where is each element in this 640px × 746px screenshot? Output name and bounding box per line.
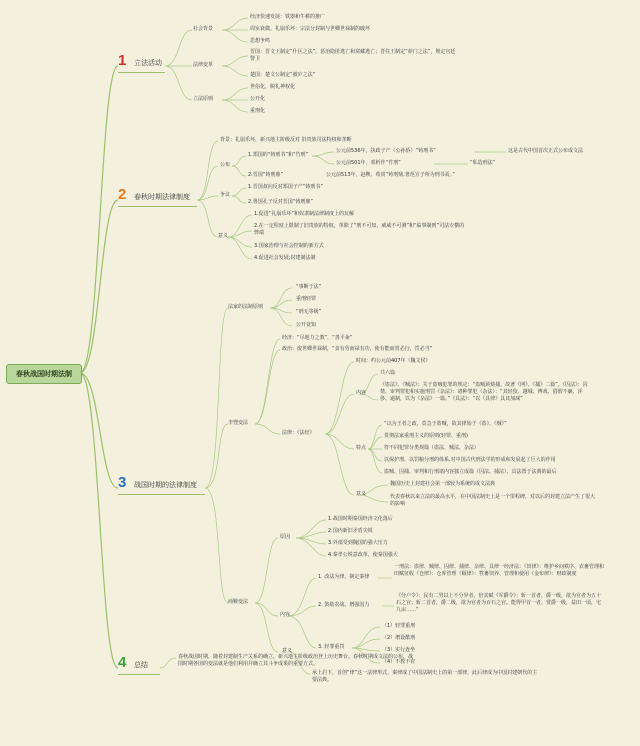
node-text: （1）轻罪重刑 bbox=[382, 623, 416, 629]
node-text: “以为王者之政，莫急于盗贼，故其律始于《盗》、《贼》” bbox=[384, 421, 507, 427]
node-text: 4.秦孝公锐意改革，使秦国强大 bbox=[328, 552, 398, 558]
node-text: 共六篇 bbox=[380, 370, 396, 376]
node-text: 公元前536年，执政子产（公孙侨）“铸刑书” bbox=[336, 148, 436, 154]
section-title: 战国时期的法律制度 bbox=[134, 481, 197, 489]
node-content[interactable]: 内容 bbox=[356, 390, 367, 396]
node-text: 代表春秋以来立法的最高水平，在中国法制史上是一个里程碑，对以后的封建立法产生了很大的影响 bbox=[390, 494, 596, 507]
node-text: 贯彻法家重刑主义的原则(轻罪、重刑) bbox=[384, 433, 468, 439]
node-text: 1.晋国叔向反对郑国子产“铸刑书” bbox=[248, 184, 323, 190]
node-text: 1.促进“礼崩乐坏”和奴隶制法律制度上的瓦解 bbox=[254, 211, 354, 217]
node-reason[interactable]: 原因 bbox=[280, 534, 291, 540]
node-text: 政治：废世卿世禄制，“食有劳而禄有功，使有能而赏必行，罚必当” bbox=[282, 346, 433, 352]
section-legislation[interactable] bbox=[118, 52, 165, 73]
node-text: 盗贼、囚捕、审判和行刑诸内容独立成篇（囚法、捕法），具法置于法典的最后 bbox=[384, 469, 557, 475]
node-text: 世俗化，脱礼神权化 bbox=[250, 84, 296, 90]
node-text: （3）实行连坐 bbox=[382, 647, 416, 653]
summary-text: 春秋战国时期，随着封建制生产关系的确立，新兴地主阶级政治登上历史舞台。春秋时期成文法的公布、战国时期各国的变法就是他们利用并确立其斗争成果的重要方式。 bbox=[178, 654, 414, 667]
section-warring-states[interactable] bbox=[118, 474, 205, 495]
node-content[interactable]: 内容 bbox=[280, 612, 291, 618]
node-text: 魏国历史上封建社会第一部较为系统的成文法典 bbox=[390, 481, 496, 487]
node-text: 1.郑国的“铸刑书”和“竹刑” bbox=[248, 152, 309, 158]
root-node[interactable]: 春秋战国时期法制 bbox=[6, 364, 82, 384]
node-text: 这是古代中国首次正式公布成文法 bbox=[508, 148, 584, 154]
node-text: 1. 改法为律，制定秦律 bbox=[318, 574, 370, 580]
node-text: “事断于法” bbox=[296, 284, 322, 290]
section-number: 4 bbox=[118, 654, 127, 671]
section-title: 立法活动 bbox=[134, 59, 162, 67]
section-spring-autumn[interactable] bbox=[118, 186, 197, 207]
node-text: 4.促进社会发展;封建制法制 bbox=[254, 255, 316, 261]
node-text: 《分户令》：民有二男以上不分异者，倍其赋《军爵令》：斩一首者，爵一级，欲为官者为五十石之官；斩二首者，爵二级，欲为官者为百石之官。能得甲首一者，赏爵一级，益田一顷，宅九亩……” bbox=[396, 593, 602, 613]
node-text: 楚国：楚文公制定“被庐之法” bbox=[250, 72, 316, 78]
node-text: 2.鲁国孔子反对晋国“铸刑鼎” bbox=[248, 199, 313, 205]
node-significance[interactable]: 意义 bbox=[282, 648, 293, 654]
node-text: “私造刑法” bbox=[470, 160, 496, 166]
section-title: 总结 bbox=[134, 661, 148, 669]
node-law-change[interactable]: 法律变革 bbox=[193, 62, 214, 68]
section-number: 3 bbox=[118, 474, 127, 491]
node-fajing[interactable]: 法律：《法经》 bbox=[282, 430, 315, 436]
node-text: 公元前513年，赵鞅、荀寅“铸刑鼎,著范宣子所为刑书焉。” bbox=[326, 172, 455, 178]
section-title: 春秋时期法律制度 bbox=[134, 193, 190, 201]
node-publish[interactable]: 公布 bbox=[220, 162, 231, 168]
node-text: 周室衰微、礼崩乐坏：宗法分封制与世卿世禄制的破坏 bbox=[250, 26, 371, 32]
node-shang-yang-reform[interactable]: 商鞅变法 bbox=[228, 599, 249, 605]
section-number: 1 bbox=[118, 52, 127, 69]
node-significance[interactable]: 意义 bbox=[218, 233, 229, 239]
section-summary[interactable] bbox=[118, 654, 160, 675]
node-text: 3.外部受到魏国的强大压力 bbox=[328, 540, 388, 546]
node-text: 以保护刑、以罚粮分刑的体系,对中国古代刑法学的形成和发展起了巨大的作用 bbox=[384, 457, 556, 463]
node-text: 《盗法》、《贼法》：关于盗贼犯罪的规定：“盗贼须劾捕，故著《网》、《捕》二篇”。《囚法》：囚禁、审判罪犯和实施刑罚《杂法》：诸种罪犯（杂法）：“其轻狡、越城、博戏、借假不廉、淫侈、逾制，以为《杂法》一篇。”《具法》：“以《具律》具其加减” bbox=[380, 382, 588, 402]
node-text: 承上启下，首创“律”这一法律形式，秦律成了中国法制史上的第一部律，此后律成为中国封建朝代的主要法典。 bbox=[312, 670, 538, 683]
section-number: 2 bbox=[118, 186, 127, 203]
node-legalist-principle[interactable]: 法家的法制原则 bbox=[228, 304, 264, 310]
node-text: 经济：“尽地力之教”，“善平籴” bbox=[282, 335, 353, 341]
node-text: 公开竟知 bbox=[296, 322, 317, 328]
node-text: 重刑轻罪 bbox=[296, 296, 317, 302]
node-text: 3. 轻罪重罚 bbox=[318, 644, 345, 650]
node-text: 一刑法：盗律、贼律、囚律、捕律、杂律、具律一经济法：《田律》：维护乡间秩序、农畜管理和田赋征收《仓律》：仓库管理《厩律》：牲畜饲养、管理和使用《金布律》：财政制度 bbox=[394, 564, 605, 577]
node-text: （2）增设酷刑 bbox=[382, 635, 416, 641]
node-text: 1.战国时期秦国经济文化落后 bbox=[328, 516, 393, 522]
node-features[interactable]: 特点 bbox=[356, 445, 367, 451]
node-text: 2.晋国“铸刑鼎” bbox=[248, 172, 283, 178]
node-social-background[interactable]: 社会背景 bbox=[193, 26, 214, 32]
node-debate[interactable]: 争议 bbox=[220, 192, 231, 198]
node-text: 符不同犯罪分类规篇（盗法、贼法、杂法） bbox=[384, 445, 480, 451]
node-legislative-principle[interactable]: 立法原则 bbox=[193, 96, 214, 102]
node-text: 公开化 bbox=[250, 96, 266, 102]
node-text: 3.国家治理与社会控制的新方式 bbox=[254, 243, 324, 249]
node-text: “刑无等级” bbox=[296, 309, 322, 315]
node-text: 晋国：晋文王制定“什区之法”，惩治隐匿逃亡和窝藏逃亡；晋住王制定“茆门之法”，规定宫廷警卫 bbox=[250, 49, 456, 62]
node-text: 2.国内新旧矛盾尖锐 bbox=[328, 528, 373, 534]
node-text: 经济快速发展：铁器和牛耕的推广 bbox=[250, 14, 326, 20]
node-li-kui-reform[interactable]: 李悝变法 bbox=[228, 420, 249, 426]
node-text: 重刑化 bbox=[250, 108, 266, 114]
node-text: 2. 鼓励农战，增强国力 bbox=[318, 602, 370, 608]
node-text: 思想争鸣 bbox=[250, 38, 271, 44]
node-text: 2.在一定程度上限制了旧贵族的特权，革除了“刑不可知，威威不可测”和“临事制刑”司法专横的弊端 bbox=[254, 223, 465, 236]
node-background: 背景：礼崩乐坏，新兴地主阶级反对 旧贵族司法特权和垄断 bbox=[220, 137, 352, 143]
node-significance[interactable]: 意义 bbox=[356, 491, 367, 497]
node-text: 公元前501年，邓析作“竹刑” bbox=[336, 160, 401, 166]
node-text: （4）不教不宥 bbox=[382, 659, 416, 665]
node-text: 时间：约公元前407年（魏文侯） bbox=[356, 358, 431, 364]
